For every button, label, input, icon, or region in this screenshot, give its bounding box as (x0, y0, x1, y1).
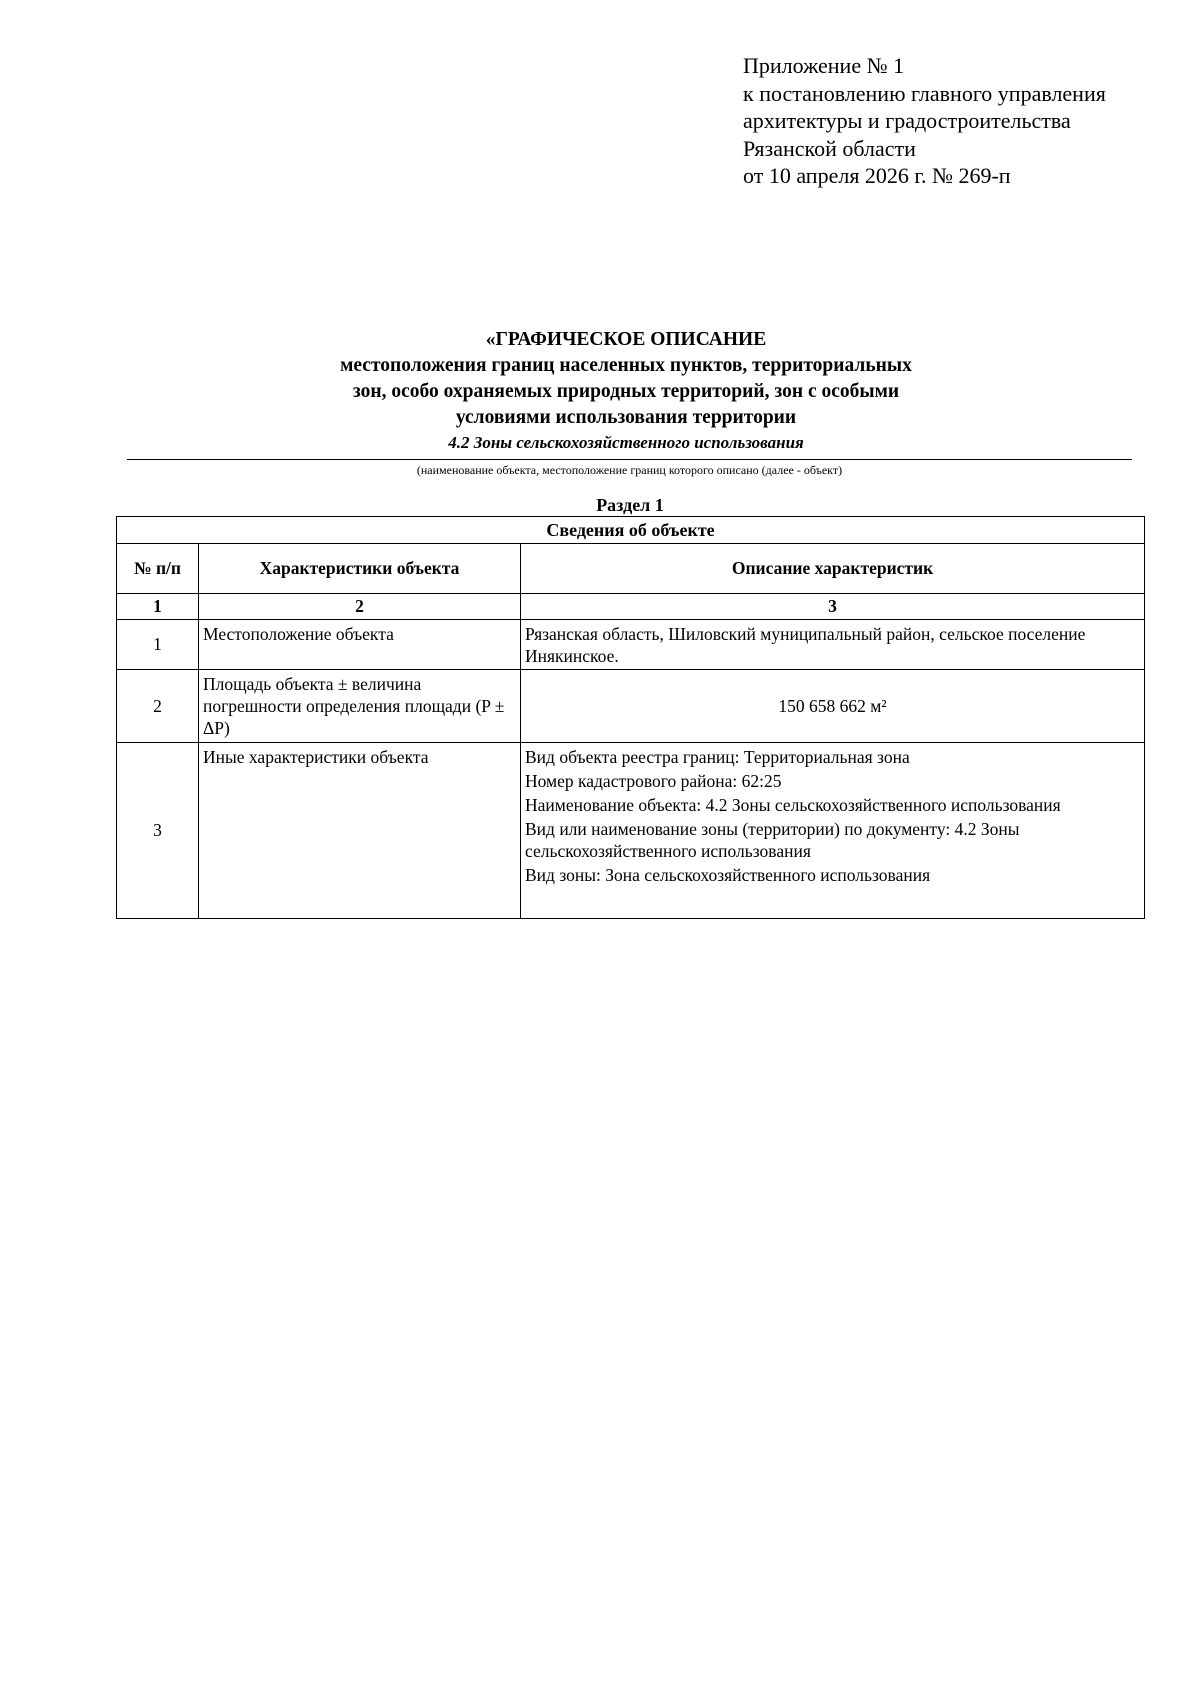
title-line: местоположения границ населенных пунктов, территориальных (340, 355, 912, 376)
table-row (117, 620, 1145, 670)
row-characteristic: Площадь объекта ± величина погрешности определения площади (P ± ΔP) (199, 670, 521, 743)
appendix-line: от 10 апреля 2026 г. № 269-п (743, 163, 1011, 188)
row-description (521, 670, 1145, 743)
row-description (521, 620, 1145, 670)
description-line: Вид или наименование зоны (территории) по документу: 4.2 Зоны сельскохозяйственного использования (525, 819, 1020, 861)
section-title: Раздел 1 (596, 495, 664, 515)
description-line: Наименование объекта: 4.2 Зоны сельскохозяйственного использования (525, 795, 1061, 815)
row-num: 2 (117, 670, 199, 743)
row-description (521, 743, 1145, 919)
appendix-line: Рязанской области (743, 135, 916, 161)
header-description: Описание характеристик (521, 544, 1145, 594)
header-characteristic: Характеристики объекта (199, 544, 521, 594)
title-line: «ГРАФИЧЕСКОЕ ОПИСАНИЕ (485, 329, 767, 350)
col-number: 2 (199, 594, 521, 620)
appendix-line: к постановлению главного управления (743, 80, 1106, 106)
header-num (117, 544, 199, 594)
description-line: Номер кадастрового района: 62:25 (525, 771, 782, 791)
area-value: 150 658 662 м² (778, 695, 887, 716)
title-line: условиями использования территории (455, 407, 797, 428)
row-characteristic: Иные характеристики объекта (199, 743, 521, 919)
document-title (120, 327, 1132, 454)
title-line: зон, особо охраняемых природных территорий, зон с особыми (352, 381, 900, 402)
object-caption: (наименование объекта, местоположение границ которого описано (далее - объект) (416, 463, 843, 477)
object-name: 4.2 Зоны сельскохозяйственного использования (448, 433, 804, 452)
appendix-line: Приложение № 1 (743, 53, 905, 78)
description-line: Вид зоны: Зона сельскохозяйственного использования (525, 865, 931, 885)
description-line: Рязанская область, Шиловский муниципальный район, сельское поселение Инякинское. (525, 624, 1086, 666)
row-characteristic: Местоположение объекта (199, 620, 521, 670)
row-num: 3 (117, 743, 199, 919)
table-row (117, 743, 1145, 919)
row-num: 1 (117, 620, 199, 670)
appendix-line: архитектуры и градостроительства (743, 108, 1071, 133)
col-number: 1 (117, 594, 199, 620)
object-info-table (116, 516, 1145, 919)
underline-rule (127, 459, 1132, 460)
table-row (117, 670, 1145, 743)
table-title: Сведения об объекте (117, 517, 1145, 544)
description-line: Вид объекта реестра границ: Территориальная зона (525, 747, 910, 767)
appendix-header (743, 52, 1183, 190)
header-num-text: № п/п (134, 558, 181, 578)
col-number: 3 (521, 594, 1145, 620)
